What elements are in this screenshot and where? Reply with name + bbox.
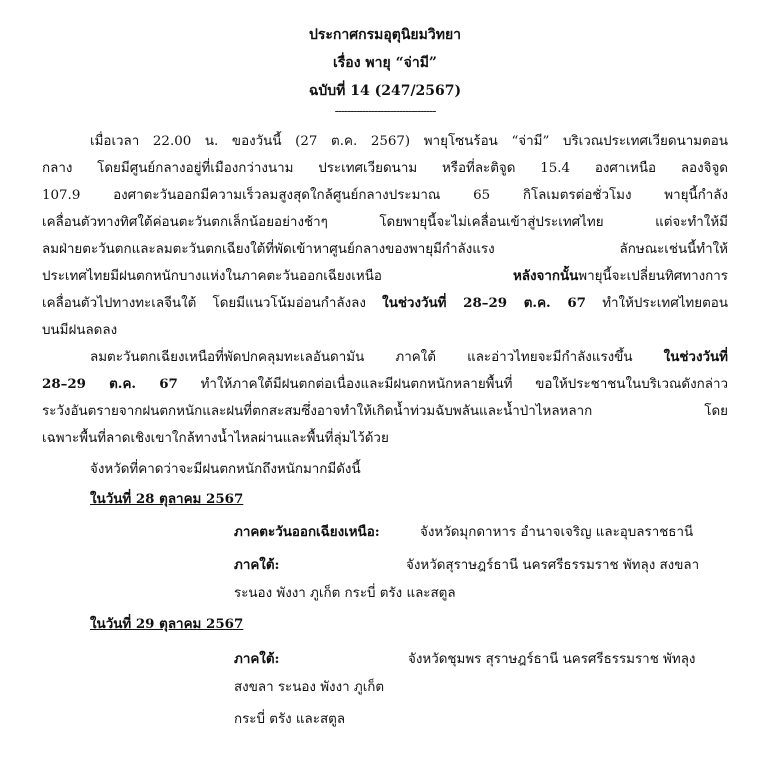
paragraph1-line6 (42, 265, 728, 286)
region-label-south-28: ภาคใต้: (234, 557, 280, 573)
paragraph1-line6-text: ประเทศไทยมีฝนตกหนักบางแห่งในภาคตะวันออกเฉียงเหนือ (42, 269, 382, 284)
region-provinces-south-28: จังหวัดสุราษฎร์ธานี นครศรีธรรมราช พัทลุง สงขลา (406, 558, 700, 573)
date-heading-29-october: ในวันที่ 29 ตุลาคม 2567 (90, 616, 244, 632)
paragraph2-line3: ระวังอันตรายจากฝนตกหนักและฝนที่ตกสะสมซึ่งอาจทำให้เกิดน้ำท่วมฉับพลันและน้ำป่าไหลหลาก โดย (42, 404, 728, 419)
announcement-subject: เรื่อง พายุ “จ่ามี” (333, 55, 437, 71)
paragraph1-line7-emphasis: ในช่วงวันที่ 28–29 ต.ค. 67 (382, 295, 586, 311)
paragraph1-line7-tail: ทำให้ประเทศไทยตอน (585, 296, 728, 311)
paragraph1-line4: เคลื่อนตัวทางทิศใต้ค่อนตะวันตกเล็กน้อยอย่างช้าๆ โดยพายุนี้จะไม่เคลื่อนเข้าสู่ประเทศไทย แต่จะทำให้มี (42, 215, 728, 230)
paragraph1-line6-tail: พายุนี้จะเปลี่ยนทิศทางการ (578, 269, 728, 284)
region-provinces-south-29-continued: สงขลา ระนอง พังงา ภูเก็ต (234, 680, 385, 695)
region-provinces-northeast: จังหวัดมุกดาหาร อำนาจเจริญ และอุบลราชธานี (420, 525, 694, 540)
date-heading-28-october: ในวันที่ 28 ตุลาคม 2567 (90, 491, 244, 507)
header-divider: --------------------------------- (334, 104, 436, 118)
announcement-agency: ประกาศกรมอุตุนิยมวิทยา (308, 27, 462, 43)
paragraph2-line4: เฉพาะพื้นที่ลาดเชิงเขาใกล้ทางน้ำไหลผ่านและพื้นที่ลุ่มไว้ด้วย (42, 431, 389, 446)
paragraph1-line7-text: เคลื่อนตัวไปทางทะเลจีนใต้ โดยมีแนวโน้มอ่อนกำลังลง (42, 296, 383, 311)
region-label-northeast: ภาคตะวันออกเฉียงเหนือ: (234, 524, 380, 540)
region-label-south-29: ภาคใต้: (234, 651, 280, 667)
paragraph2-line2-text: ทำให้ภาคใต้มีฝนตกต่อเนื่องและมีฝนตกหนักหลายพื้นที่ ขอให้ประชาชนในบริเวณดังกล่าว (177, 377, 728, 392)
paragraph2-line1 (90, 346, 728, 367)
paragraph1-line2: กลาง โดยมีศูนย์กลางอยู่ที่เมืองกว่างนาม ประเทศเวียดนาม หรือที่ละติจูด 15.4 องศาเหนือ ลองจิจูด (42, 161, 728, 176)
announcement-issue-number: ฉบับที่ 14 (247/2567) (308, 83, 462, 99)
region-provinces-south-29: จังหวัดชุมพร สุราษฎร์ธานี นครศรีธรรมราช พัทลุง (408, 652, 696, 667)
paragraph2-line2 (42, 373, 728, 394)
region-provinces-south-29-continued-2: กระบี่ ตรัง และสตูล (234, 712, 346, 727)
paragraph2-line1-emphasis: ในช่วงวันที่ (663, 349, 728, 365)
paragraph2-line2-emphasis: 28–29 ต.ค. 67 (42, 376, 178, 392)
paragraph1-line6-emphasis: หลังจากนั้น (512, 268, 579, 284)
paragraph1-line3: 107.9 องศาตะวันออกมีความเร็วลมสูงสุดใกล้ศูนย์กลางประมาณ 65 กิโลเมตรต่อชั่วโมง พายุนี้กำลัง (42, 188, 728, 203)
paragraph1-line5: ลมฝ่ายตะวันตกและลมตะวันตกเฉียงใต้ที่พัดเข้าหาศูนย์กลางของพายุมีกำลังแรง ลักษณะเช่นนี้ทำให้ (42, 242, 728, 257)
paragraph1-line8: บนมีฝนลดลง (42, 323, 118, 338)
region-provinces-south-28-continued: ระนอง พังงา ภูเก็ต กระบี่ ตรัง และสตูล (234, 586, 456, 601)
paragraph1-line7 (42, 292, 728, 313)
provinces-intro: จังหวัดที่คาดว่าจะมีฝนตกหนักถึงหนักมากมีดังนี้ (90, 462, 361, 477)
paragraph2-line1-text: ลมตะวันตกเฉียงเหนือที่พัดปกคลุมทะเลอันดามัน ภาคใต้ และอ่าวไทยจะมีกำลังแรงขึ้น (90, 350, 664, 365)
paragraph1-line1: เมื่อเวลา 22.00 น. ของวันนี้ (27 ต.ค. 2567) พายุโซนร้อน “จ่ามี” บริเวณประเทศเวียดนามตอน (90, 134, 728, 149)
